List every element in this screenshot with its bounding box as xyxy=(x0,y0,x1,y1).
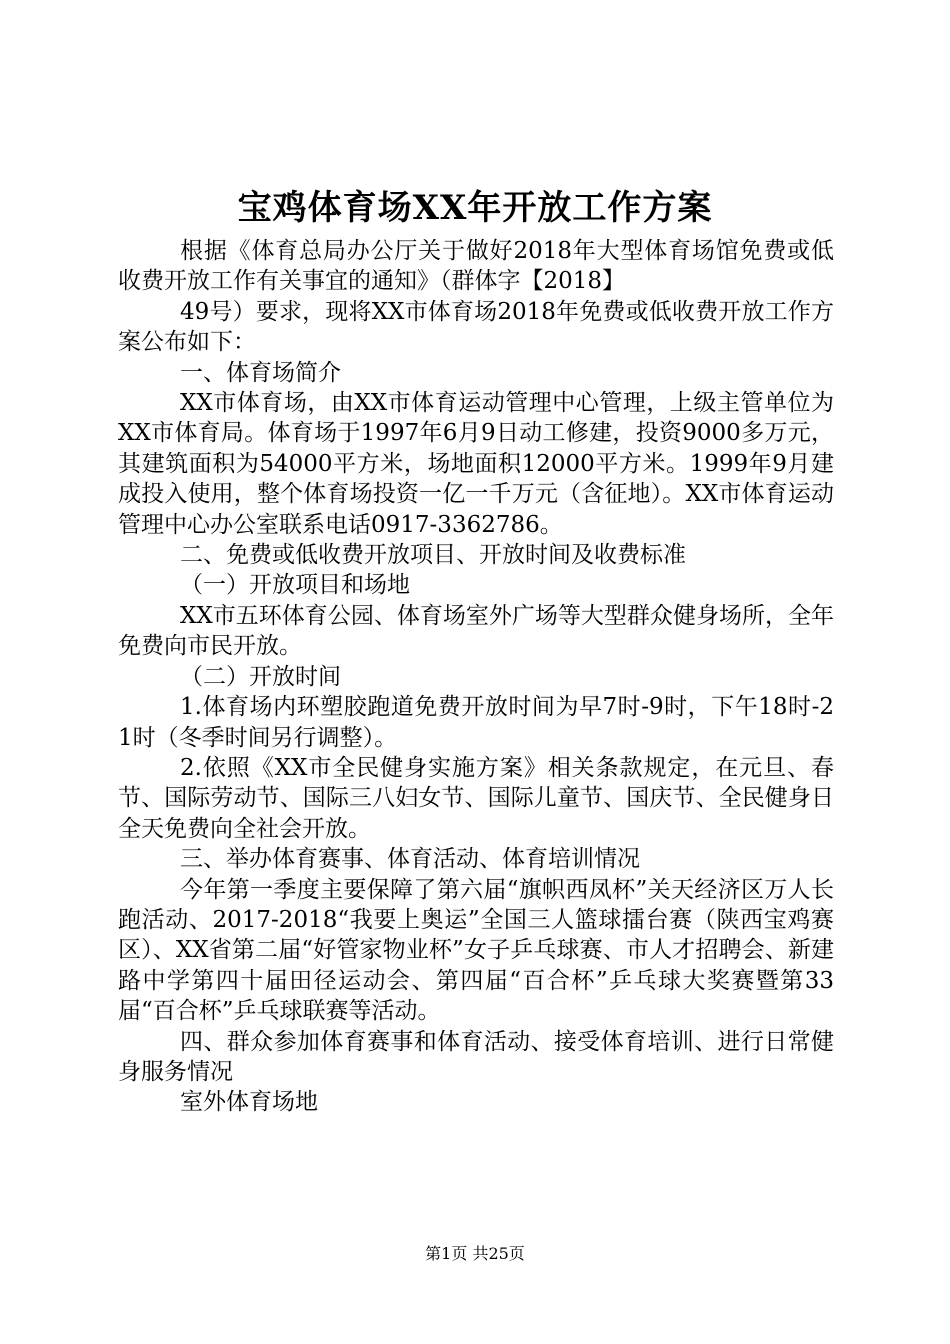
heading-section-1: 一、体育场简介 xyxy=(180,359,341,386)
paragraph-open-time-2: 2.依照《XX市全民健身实施方案》相关条款规定，在元旦、春节、国际劳动节、国际三八妇女节、国际儿童节、国庆节、全民健身日全天免费向全社会开放。 xyxy=(118,754,834,842)
heading-subsection-2: （二）开放时间 xyxy=(180,663,341,690)
paragraph-open-time-1: 1.体育场内环塑胶跑道免费开放时间为早7时-9时，下午18时-21时（冬季时间另行调整）。 xyxy=(118,694,834,751)
heading-section-4: 四、群众参加体育赛事和体育活动、接受体育培训、进行日常健身服务情况 xyxy=(118,1028,834,1085)
paragraph-open-venues: XX市五环体育公园、体育场室外广场等大型群众健身场所，全年免费向市民开放。 xyxy=(118,602,834,660)
heading-section-3: 三、举办体育赛事、体育活动、体育培训情况 xyxy=(180,846,640,873)
paragraph-events: 今年第一季度主要保障了第六届“旗帜西凤杯”关天经济区万人长跑活动、2017-2018“我要上奥运”全国三人篮球擂台赛（陕西宝鸡赛区）、XX省第二届“好管家物业杯”女子乒乓球赛、市人才招聘会、新建路中学第四十届田径运动会、第四届“百合杯”乒乓球大奖赛暨第33届“百合杯”乒乓球联赛等活动。 xyxy=(118,876,834,1025)
heading-subsection-1: （一）开放项目和场地 xyxy=(180,572,410,599)
paragraph-stadium-intro: XX市体育场，由XX市体育运动管理中心管理，上级主管单位为XX市体育局。体育场于1997年6月9日动工修建，投资9000多万元，其建筑面积为54000平方米，场地面积12000平方米。1999年9月建成投入使用，整个体育场投资一亿一千万元（含征地）。XX市体育运动管理中心办公室联系电话0917-3362786。 xyxy=(118,390,834,538)
paragraph-basis: 根据《体育总局办公厅关于做好2018年大型体育场馆免费或低收费开放工作有关事宜的通知》（群体字【2018】 xyxy=(118,238,834,295)
heading-section-2: 二、免费或低收费开放项目、开放时间及收费标准 xyxy=(180,542,686,569)
page-footer: 第1页 共25页 xyxy=(425,1244,525,1263)
paragraph-basis-cont: 49号）要求，现将XX市体育场2018年免费或低收费开放工作方案公布如下： xyxy=(118,298,834,356)
document-body xyxy=(118,236,834,1118)
paragraph-outdoor-venue: 室外体育场地 xyxy=(180,1089,318,1116)
document-title: 宝鸡体育场XX年开放工作方案 xyxy=(237,188,713,228)
